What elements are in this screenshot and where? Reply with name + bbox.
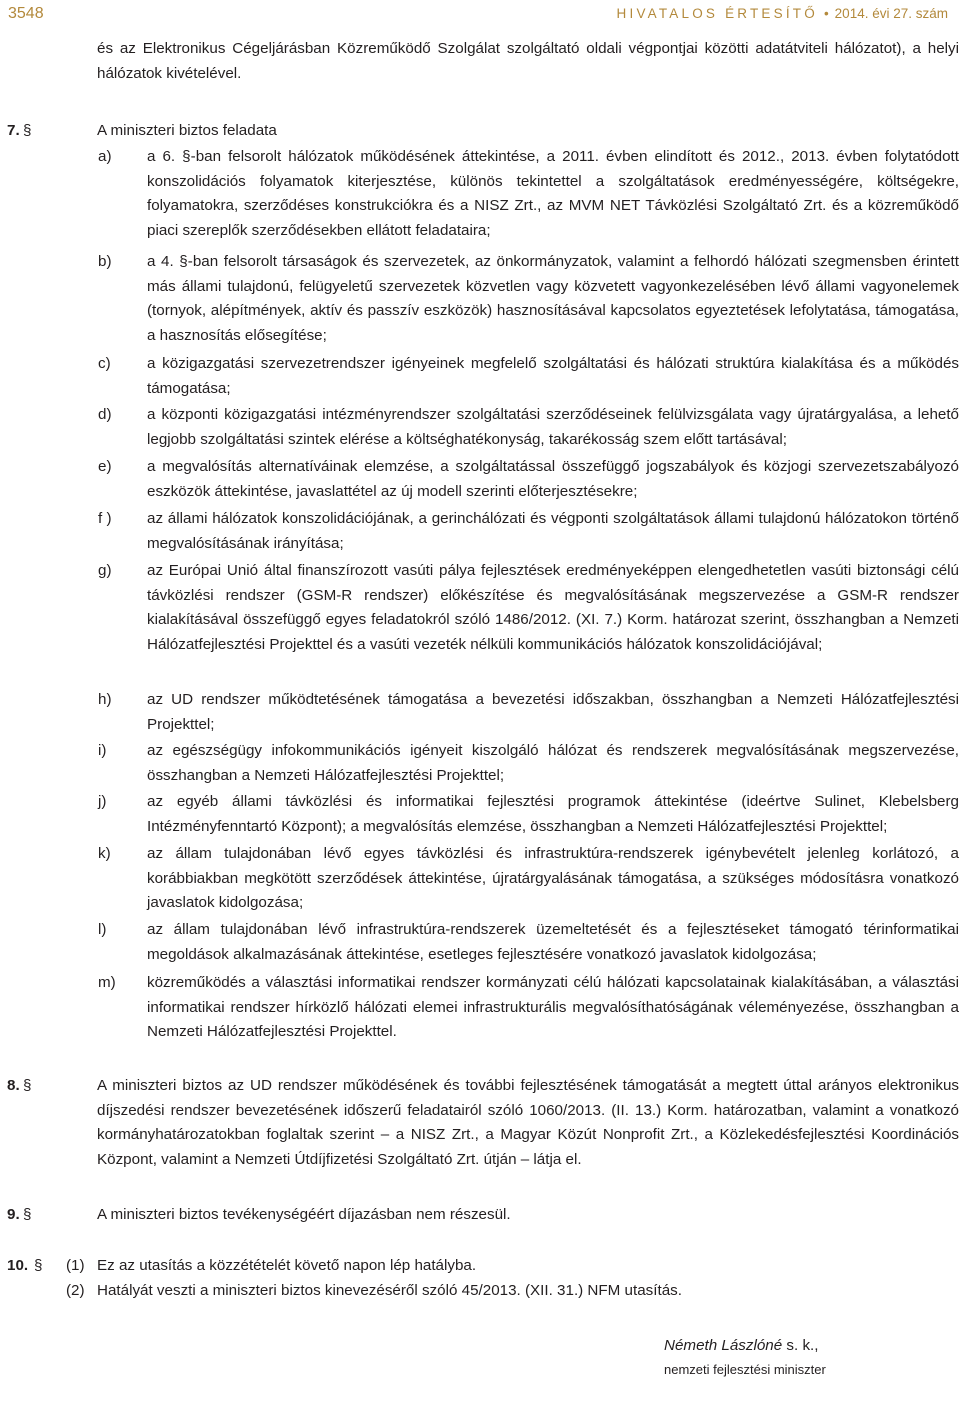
item-text: az állami hálózatok konszolidációjának, a gerinchálózati és végponti szolgáltatások állami tulajdonú hálózatokon történő megvalósításának irányítása; bbox=[147, 510, 959, 552]
item-text: a megvalósítás alternatíváinak elemzése, a szolgáltatással összefüggő jogszabályok és közjogi szervezetszabályozó eszközök áttekintése, javaslattétel az új modell szerinti előterjesztésekre; bbox=[147, 458, 959, 500]
section-symbol: § bbox=[34, 1257, 43, 1274]
item-text: az UD rendszer működtetésének támogatása a bevezetési időszakban, összhangban a Nemzeti Hálózatfejlesztési Projekttel; bbox=[147, 691, 959, 733]
signer-suffix: s. k., bbox=[782, 1337, 819, 1354]
item-label: k) bbox=[98, 845, 111, 862]
subsection-label: (2) bbox=[66, 1282, 85, 1299]
section-text: A miniszteri biztos tevékenységéért díjazásban nem részesül. bbox=[97, 1206, 511, 1223]
signer-role: nemzeti fejlesztési miniszter bbox=[664, 1361, 826, 1377]
item-label: a) bbox=[98, 148, 112, 165]
intro-paragraph: és az Elektronikus Cégeljárásban Közreműködő Szolgálat szolgáltató oldali végpontjai közötti adatátviteli hálózatot), a helyi hálózatok kivételével. bbox=[97, 40, 959, 82]
item-label: i) bbox=[98, 742, 107, 759]
item-label: f ) bbox=[98, 510, 112, 527]
subsection-text: Hatályát veszti a miniszteri biztos kinevezéséről szóló 45/2013. (XII. 31.) NFM utasítás. bbox=[97, 1282, 682, 1299]
section-symbol: § bbox=[23, 1077, 32, 1094]
item-label: d) bbox=[98, 406, 112, 423]
section-number: 8. bbox=[7, 1077, 20, 1094]
item-text: az állam tulajdonában lévő egyes távközlési és infrastruktúra-rendszerek igénybevételt jelenleg korlátozó, a korábbiakban megkötött szerződések áttekintése, újratárgyalásának támogatása, a szükséges módosításra vonatkozó javaslatok kidolgozása; bbox=[147, 845, 959, 911]
item-text: az egyéb állami távközlési és informatikai fejlesztési programok áttekintése (ideértve Sulinet, Klebelsberg Intézményfenntartó Központ); a megvalósítás elemzése, összhangban a Nemzeti Hálózatfejlesztési Projekttel; bbox=[147, 793, 959, 835]
issue-date: 2014. évi 27. szám bbox=[834, 6, 948, 21]
item-text: a 4. §-ban felsorolt társaságok és szervezetek, az önkormányzatok, valamint a felhordó hálózati szegmensben érintett más állami tulajdonú, felügyeletű szervezetek közvetlen vagy közvetett vagyonkezelésében lévő állami vagyonelemek (tornyok, alépítmények, aktív és passzív eszközök) hasznosításával kapcsolatos egyeztetések lefolytatása, támogatása, a hasznosítás elősegítése; bbox=[147, 253, 959, 344]
journal-title bbox=[617, 2, 948, 27]
item-label: m) bbox=[98, 974, 116, 991]
section-number: 10. bbox=[7, 1257, 29, 1274]
subsection-text: Ez az utasítás a közzétételét követő napon lép hatályba. bbox=[97, 1257, 477, 1274]
item-label: h) bbox=[98, 691, 112, 708]
item-text: az állam tulajdonában lévő infrastruktúra-rendszerek üzemeltetését és a fejlesztéseket támogató térinformatikai megoldások alkalmazásának áttekintése, esetleges fejlesztésére vonatkozó javaslatok kidolgozása; bbox=[147, 921, 959, 963]
item-label: c) bbox=[98, 355, 111, 372]
page-header bbox=[0, 0, 960, 30]
section-text: A miniszteri biztos az UD rendszer működésének és további fejlesztésének támogatását a megtett úttal arányos elektronikus díjszedési rendszer bevezetésének időszerű feladatairól szóló 1060/2013. (II. 13.) Korm. határozatban, valamint a vonatkozó kormányhatározatokban foglaltak szerint – a NISZ Zrt., a Magyar Közút Nonprofit Zrt., a Közlekedésfejlesztési Koordinációs Központ, valamint a Nemzeti Útdíjfizetési Szolgáltató Zrt. útján – látja el. bbox=[97, 1077, 959, 1168]
section-number: 9. bbox=[7, 1206, 20, 1223]
section-number: 7. bbox=[7, 122, 20, 139]
item-text: a központi közigazgatási intézményrendszer szolgáltatási szerződéseinek felülvizsgálata vagy újratárgyalása, a lehető legjobb szolgáltatási szintek elérése a költséghatékonyság, takarékosság szem előtt tartásával; bbox=[147, 406, 959, 448]
signer-name: Németh Lászlóné bbox=[664, 1337, 783, 1354]
item-label: l) bbox=[98, 921, 107, 938]
section-title: A miniszteri biztos feladata bbox=[97, 122, 277, 139]
signature-block bbox=[664, 1334, 954, 1381]
journal-name: HIVATALOS ÉRTESÍTŐ bbox=[616, 6, 818, 21]
item-text: közreműködés a választási informatikai rendszer kormányzati célú hálózati kapcsolatainak kialakításában, a választási informatikai rendszer hírközlő hálózati elemei infrastrukturális megvalósíthatóságának véleményezése, összhangban a Nemzeti Hálózatfejlesztési Projekttel. bbox=[147, 974, 959, 1040]
item-text: az Európai Unió által finanszírozott vasúti pálya fejlesztések eredményeképpen elengedhetetlen vasúti biztonsági célú távközlési rendszer (GSM-R rendszer) előkészítése és megvalósításának megszervezése a GSM-R rendszer kialakításával összefüggő egyes feladatokról szóló 1486/2012. (XI. 7.) Korm. határozat szerint, összhangban a Nemzeti Hálózatfejlesztési Projekttel és a vasúti vezeték nélküli kommunikációs hálózatok konszolidációjával; bbox=[147, 562, 959, 653]
page-number: 3548 bbox=[8, 5, 44, 22]
section-symbol: § bbox=[23, 1206, 32, 1223]
item-text: a 6. §-ban felsorolt hálózatok működésének áttekintése, a 2011. évben elindított és 2012., 2013. évben folytatódott konszolidációs folyamatok kiterjesztése, különös tekintettel a szolgáltatások eredményességére, költségekre, folyamatokra, szerződéses konstrukciókra és a NISZ Zrt., az MVM NET Távközlési Szolgáltató Zrt. és a közreműködő piaci szereplők szerződésekben ellátott feladataira; bbox=[147, 148, 959, 239]
item-text: a közigazgatási szervezetrendszer igényeinek megfelelő szolgáltatási és hálózati struktúra kialakítása és a működés támogatása; bbox=[147, 355, 959, 397]
subsection-label: (1) bbox=[66, 1257, 85, 1274]
section-symbol: § bbox=[23, 122, 32, 139]
item-label: e) bbox=[98, 458, 112, 475]
header-separator: • bbox=[823, 6, 829, 21]
item-label: b) bbox=[98, 253, 112, 270]
item-text: az egészségügy infokommunikációs igényeit kiszolgáló hálózat és rendszerek megvalósításának megszervezése, összhangban a Nemzeti Hálózatfejlesztési Projekttel; bbox=[147, 742, 959, 784]
item-label: g) bbox=[98, 562, 112, 579]
item-label: j) bbox=[98, 793, 107, 810]
